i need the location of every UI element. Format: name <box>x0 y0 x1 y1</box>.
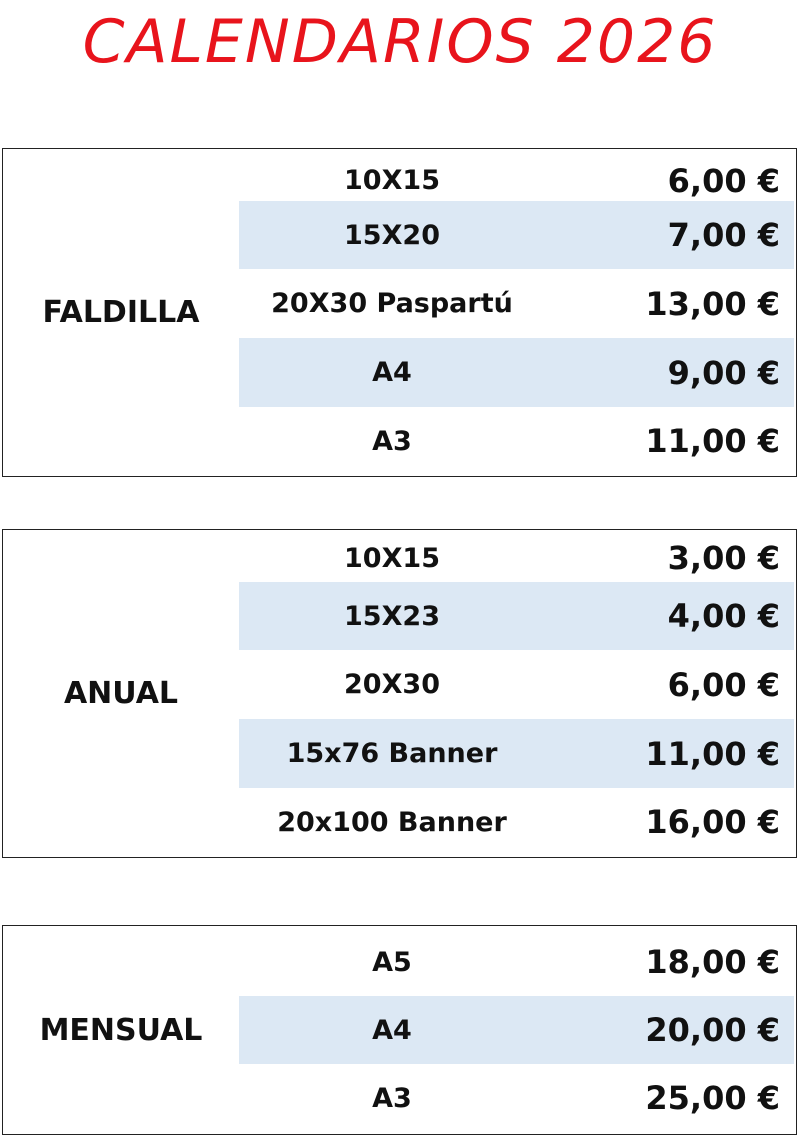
size-label: 15X20 <box>344 219 440 251</box>
size-label: A4 <box>372 357 412 388</box>
price-row <box>239 1064 794 1132</box>
size-label: 20X30 <box>344 669 440 700</box>
size-label: 20X30 Paspartú <box>271 288 513 319</box>
price-row <box>239 996 794 1064</box>
price-row <box>239 534 794 582</box>
category-label: ANUAL <box>63 676 179 711</box>
price-row <box>239 788 794 856</box>
size-label: 20x100 Banner <box>277 806 507 838</box>
size-label: 15x76 Banner <box>286 738 498 769</box>
price-row <box>239 201 794 269</box>
price-value: 9,00 € <box>667 353 780 392</box>
price-value: 6,00 € <box>667 665 780 704</box>
category-label: FALDILLA <box>42 295 200 330</box>
price-section-anual <box>2 529 797 858</box>
page-title: CALENDARIOS 2026 <box>82 7 718 77</box>
price-row <box>239 650 794 719</box>
price-row <box>239 407 794 475</box>
size-label: A5 <box>372 946 412 978</box>
size-label: 10X15 <box>344 542 440 574</box>
price-section-mensual <box>2 925 797 1135</box>
size-label: 10X15 <box>344 165 440 196</box>
size-label: A4 <box>372 1014 412 1046</box>
price-value: 11,00 € <box>645 422 780 460</box>
price-row <box>239 338 794 407</box>
price-value: 7,00 € <box>667 216 780 254</box>
price-row <box>239 719 794 788</box>
size-label: 15X23 <box>344 600 440 632</box>
size-label: A3 <box>372 425 412 457</box>
price-row <box>239 269 794 338</box>
price-value: 6,00 € <box>667 161 780 200</box>
price-value: 11,00 € <box>645 734 780 773</box>
price-value: 4,00 € <box>667 597 780 635</box>
price-value: 20,00 € <box>645 1011 780 1049</box>
category-label: MENSUAL <box>39 1012 203 1048</box>
price-row <box>239 928 794 996</box>
price-value: 16,00 € <box>645 803 780 841</box>
price-section-faldilla <box>2 148 797 477</box>
price-row <box>239 582 794 650</box>
size-label: A3 <box>372 1082 412 1114</box>
price-row <box>239 153 794 208</box>
price-value: 25,00 € <box>645 1079 780 1117</box>
price-value: 18,00 € <box>645 943 780 981</box>
price-value: 3,00 € <box>667 539 780 577</box>
price-value: 13,00 € <box>645 284 780 323</box>
